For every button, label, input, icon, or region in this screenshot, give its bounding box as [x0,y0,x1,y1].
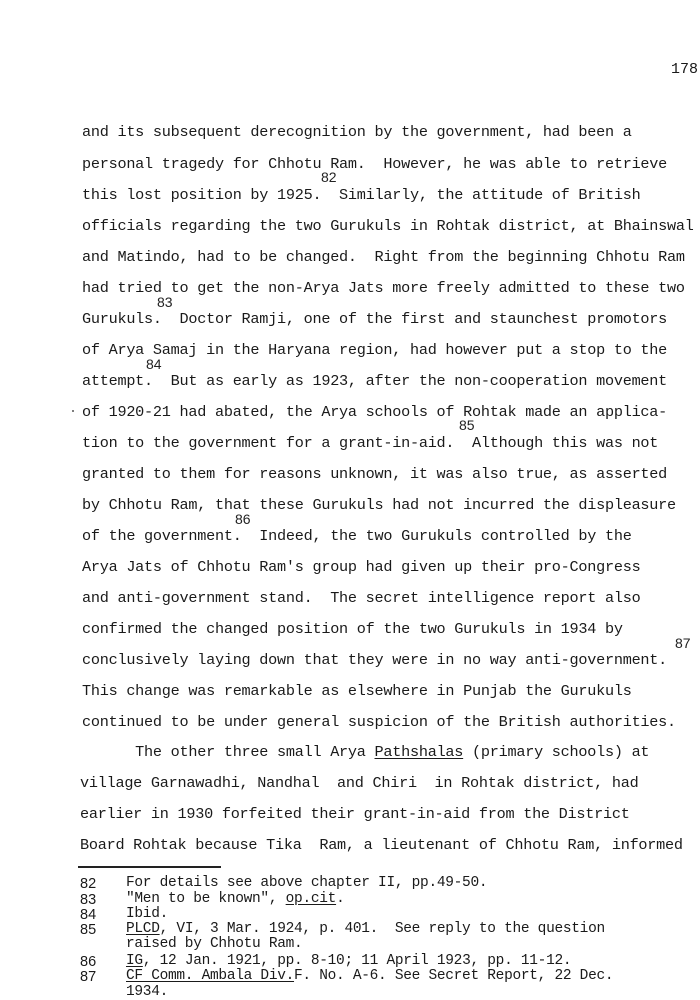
footnote-number: 82 [80,876,97,892]
body-line: village Garnawadhi, Nandhal and Chiri in Rohtak district, had [80,774,639,792]
footnote-number: 83 [80,892,97,908]
body-line: earlier in 1930 forfeited their grant-in-aid from the District [80,805,630,823]
footnote-ref: 84 [146,356,162,372]
body-line: this lost position by 1925. Similarly, the attitude of British [82,186,641,204]
footnote-ref: 85 [459,417,475,433]
body-line: of 1920-21 had abated, the Arya schools of Rohtak made an applica- [82,403,668,421]
body-line: continued to be under general suspicion of the British authorities. [82,713,676,731]
footnote-number: 87 [80,969,97,985]
footnote-text: For details see above chapter II, pp.49-50. [126,875,488,891]
footnote-divider [78,866,221,868]
footnote-text: IG, 12 Jan. 1921, pp. 8-10; 11 April 1923, pp. 11-12. [126,953,572,969]
body-line: confirmed the changed position of the two Gurukuls in 1934 by [82,620,623,638]
body-line: and its subsequent derecognition by the government, had been a [82,123,632,141]
footnote-ref: 82 [321,169,337,185]
body-line: of Arya Samaj in the Haryana region, had however put a stop to the [82,341,668,359]
body-line: personal tragedy for Chhotu Ram. However, he was able to retrieve [82,155,668,173]
footnote-ref: 87 [675,635,691,651]
body-line: and anti-government stand. The secret intelligence report also [82,589,641,607]
footnote-text-continued: raised by Chhotu Ram. [126,936,303,952]
body-line: by Chhotu Ram, that these Gurukuls had not incurred the displeasure [82,496,676,514]
paragraph-first-line: The other three small Arya Pathshalas (primary schools) at [82,743,650,761]
footnote-text-continued: 1934. [126,984,169,1000]
body-line: Gurukuls. Doctor Ramji, one of the first and staunchest promotors [82,310,668,328]
footnote-text: "Men to be known", op.cit. [126,891,345,907]
body-line: had tried to get the non-Arya Jats more freely admitted to these two [82,279,685,297]
footnote-ref: 83 [157,294,173,310]
footnote-number: 84 [80,907,97,923]
page-number: 178 [671,61,699,78]
footnote-text: PLCD, VI, 3 Mar. 1924, p. 401. See reply to the question [126,921,605,937]
underlined-term: Pathshalas [374,743,464,761]
body-line: Board Rohtak because Tika Ram, a lieutenant of Chhotu Ram, informed [80,836,683,854]
body-line: and Matindo, had to be changed. Right from the beginning Chhotu Ram [82,248,685,266]
footnote-text: Ibid. [126,906,169,922]
footnote-number: 85 [80,922,97,938]
footnote-text: CF Comm. Ambala Div.F. No. A-6. See Secret Report, 22 Dec. [126,968,614,984]
body-line: granted to them for reasons unknown, it was also true, as asserted [82,465,668,483]
body-line: conclusively laying down that they were in no way anti-government. [82,651,668,669]
body-line: attempt. But as early as 1923, after the non-cooperation movement [82,372,668,390]
body-line: officials regarding the two Gurukuls in Rohtak district, at Bhainswal [82,217,694,235]
footnote-ref: 86 [235,511,251,527]
body-line: This change was remarkable as elsewhere in Punjab the Gurukuls [82,682,632,700]
footnote-number: 86 [80,954,97,970]
body-line: of the government. Indeed, the two Gurukuls controlled by the [82,527,632,545]
body-line: tion to the government for a grant-in-aid. Although this was not [82,434,659,452]
body-line: Arya Jats of Chhotu Ram's group had given up their pro-Congress [82,558,641,576]
stray-mark [72,410,74,412]
